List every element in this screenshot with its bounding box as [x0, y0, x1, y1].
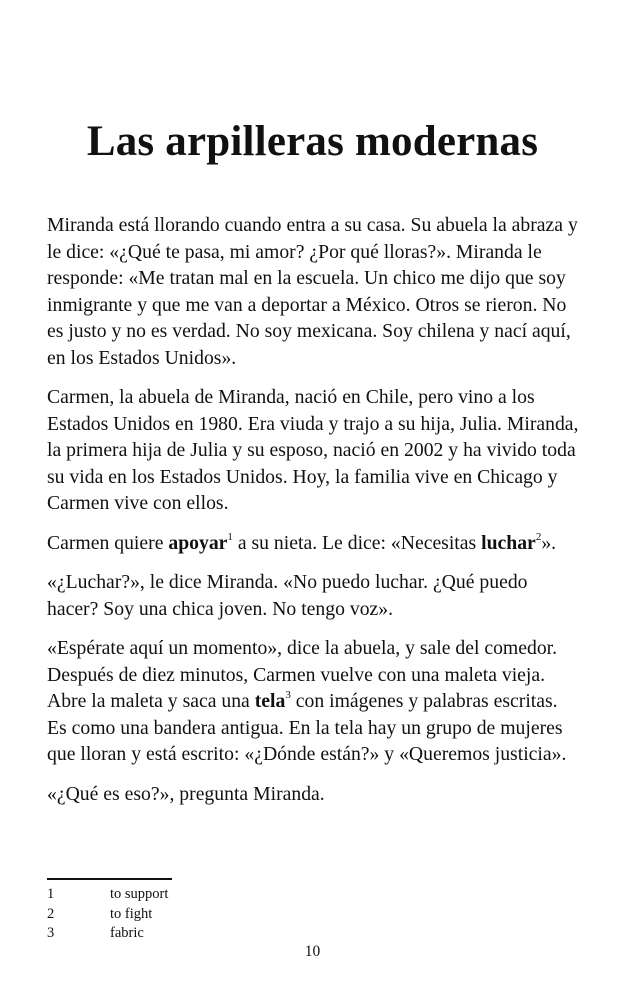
footnote-item: [47, 905, 168, 925]
paragraph-3-text-3: ».: [541, 531, 557, 554]
footnote-text: to support: [110, 886, 169, 902]
footnote-number: 2: [47, 905, 55, 922]
paragraph-5-text-1: «Espérate aquí un momento», dice la abuela, y sale del comedor. Después de diez minutos, Carmen vuelve con una maleta vieja. Abre la maleta y saca una: [47, 637, 558, 712]
footnote-number: 3: [47, 925, 55, 941]
glossed-word-tela: tela: [254, 690, 286, 712]
paragraph-3-text-1: Carmen quiere: [47, 531, 169, 554]
glossed-word-apoyar: apoyar: [168, 531, 228, 554]
body-text: [47, 212, 582, 820]
footnote-item: [47, 885, 168, 905]
page-title: Las arpilleras modernas: [86, 118, 539, 165]
paragraph-4: «¿Luchar?», le dice Miranda. «No puedo luchar. ¿Qué puedo hacer? Soy una chica joven. No tengo voz».: [47, 571, 528, 620]
footnote-text: to fight: [110, 905, 153, 922]
footnote-ref-3: 3: [285, 689, 291, 702]
footnote-item: [47, 924, 168, 944]
paragraph-3: [47, 530, 582, 557]
footnote-text: fabric: [110, 925, 144, 941]
paragraph-1: Miranda está llorando cuando entra a su casa. Su abuela la abraza y le dice: «¿Qué te pasa, mi amor? ¿Por qué lloras?». Miranda le responde: «Me tratan mal en la escuela. Un chico me dijo que soy inmigrante y que me van a deportar a México. Otros se rieron. No es justo y no es verdad. No soy mexicana. Soy chilena y nací aquí, en los Estados Unidos».: [47, 214, 578, 369]
footnote-number: 1: [47, 886, 55, 902]
paragraph-5-text-2: con imágenes y palabras escritas. Es como una bandera antigua. En la tela hay un grupo de mujeres que lloran y está escrito: «¿Dónde están?» y «Queremos justicia».: [47, 690, 567, 765]
footnote-ref-2: 2: [535, 530, 542, 543]
paragraph-2: Carmen, la abuela de Miranda, nació en Chile, pero vino a los Estados Unidos en 1980. Era viuda y trajo a su hija, Julia. Miranda, la primera hija de Julia y su esposo, nació en 2002 y ha vivido toda su vida en los Estados Unidos. Hoy, la familia vive en Chicago y Carmen vive con ellos.: [47, 386, 579, 514]
paragraph-6: «¿Qué es eso?», pregunta Miranda.: [47, 782, 325, 805]
paragraph-3-text-2: a su nieta. Le dice: «Necesitas: [232, 531, 482, 554]
footnotes: [47, 885, 168, 944]
footnote-divider: [47, 878, 172, 880]
footnote-ref-1: 1: [227, 530, 233, 543]
glossed-word-luchar: luchar: [481, 531, 536, 554]
paragraph-5: [47, 635, 582, 768]
page-number: 10: [304, 943, 321, 960]
